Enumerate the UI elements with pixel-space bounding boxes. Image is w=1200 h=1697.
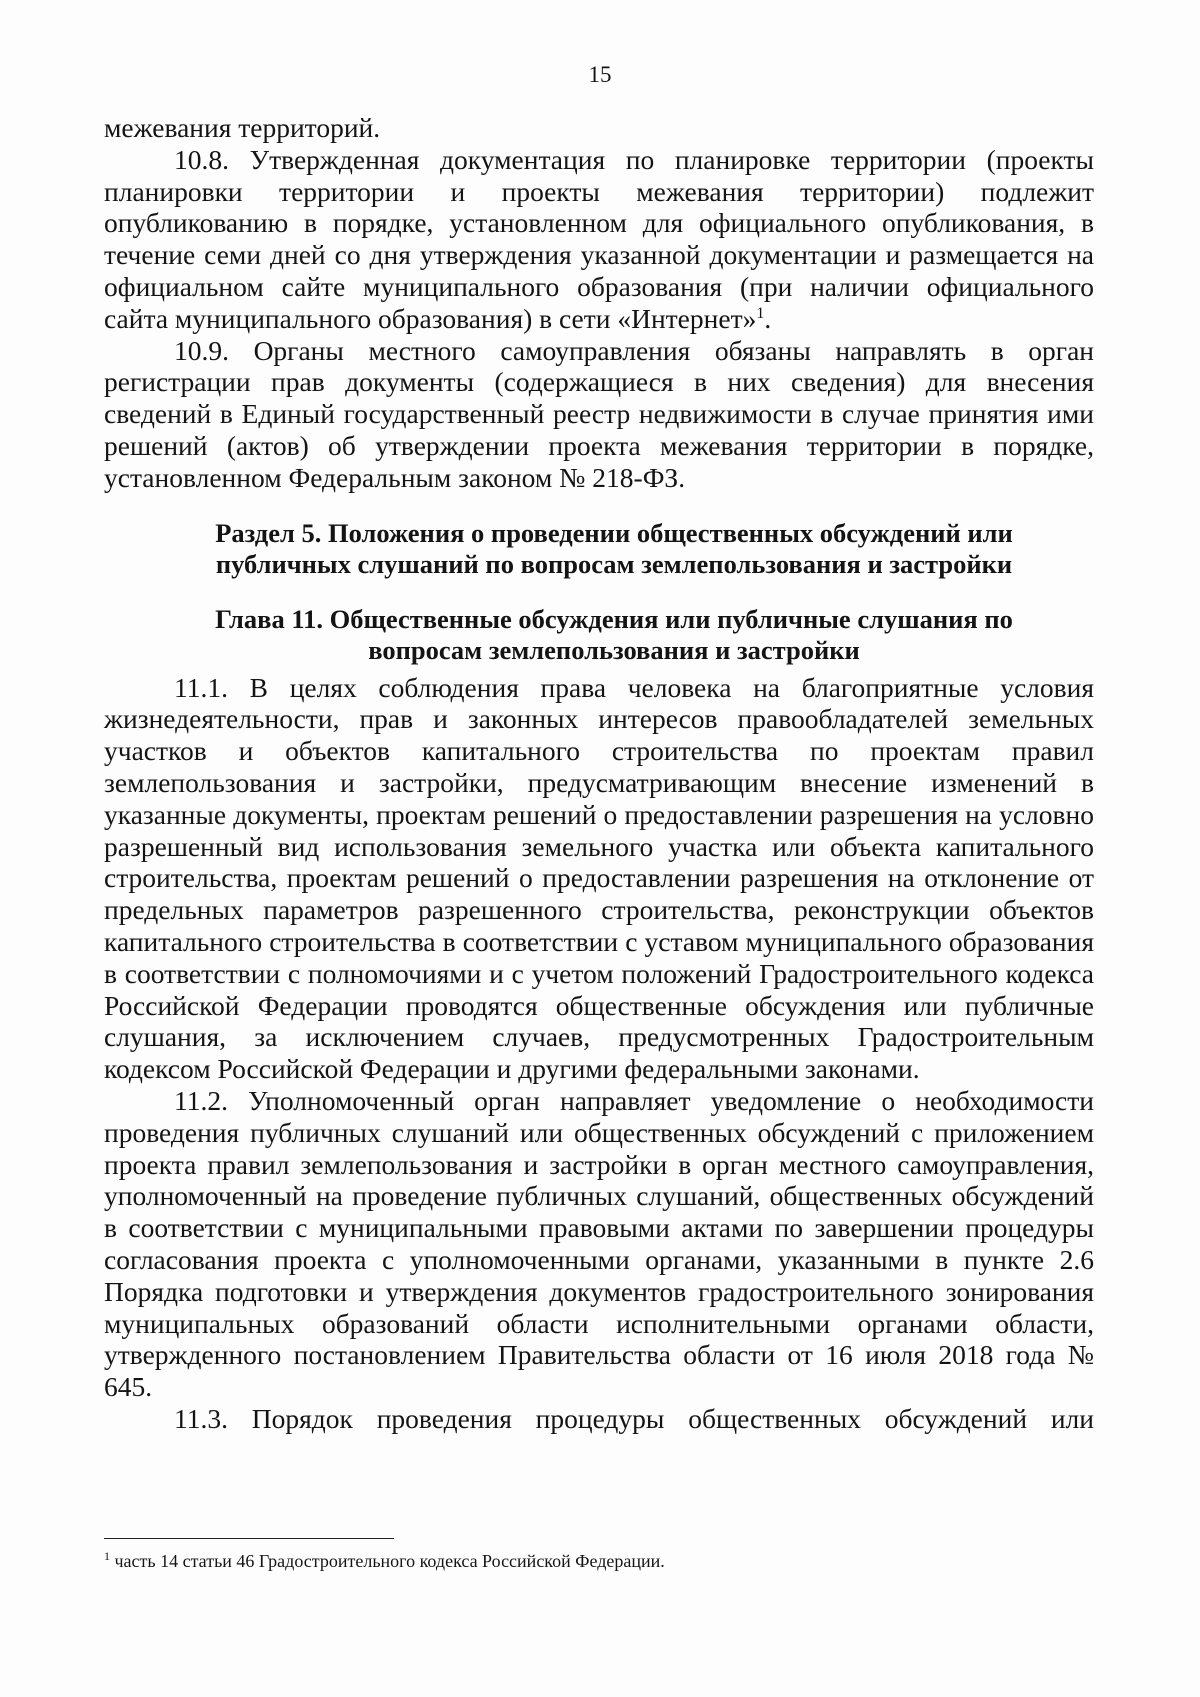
- document-body: [104, 112, 1094, 1435]
- paragraph-10-8: 10.8. Утвержденная документация по планировке территории (проекты планировки территории и проекты межевания территории) подлежит опубликованию в порядке, установленном для официального опубликования, в течение семи дней со дня утверждения указанной документации и размещается на официальном сайте муниципального образования (при наличии официального сайта муниципального образования) в сети «Интернет»$^1$.: [104, 143, 1094, 334]
- footnote-divider: [104, 1538, 394, 1539]
- footnote: $^1$ часть 14 статьи 46 Градостроительного кодекса Российской Федерации.: [104, 1549, 665, 1571]
- chapter-title: Глава 11. Общественные обсуждения или публичные слушания по вопросам землепользования и застройки: [215, 603, 1013, 665]
- paragraph-10-9: 10.9. Органы местного самоуправления обязаны направлять в орган регистрации прав документы (содержащиеся в них сведения) для внесения сведений в Единый государственный реестр недвижимости в случае принятия ими решений (актов) об утверждении проекта межевания территории в порядке, установленном Федеральным законом № 218-ФЗ.: [104, 334, 1094, 493]
- footnote-ref[interactable]: 1: [756, 304, 765, 322]
- page-number: 15: [588, 62, 612, 87]
- section-title: Раздел 5. Положения о проведении общественных обсуждений или публичных слушаний по вопросам землепользования и застройки: [215, 517, 1013, 579]
- paragraph-11-1: 11.1. В целях соблюдения права человека на благоприятные условия жизнедеятельности, прав и законных интересов правообладателей земельных участков и объектов капитального строительства по проектам правил землепользования и застройки, предусматривающим внесение изменений в указанные документы, проектам решений о предоставлении разрешения на условно разрешенный вид использования земельного участка или объекта капитального строительства, проектам решений о предоставлении разрешения на отклонение от предельных параметров разрешенного строительства, реконструкции объектов капитального строительства в соответствии с уставом муниципального образования в соответствии с полномочиями и с учетом положений Градостроительного кодекса Российской Федерации проводятся общественные обсуждения или публичные слушания, за исключением случаев, предусмотренных Градостроительным кодексом Российской Федерации и другими федеральными законами.: [104, 671, 1094, 1085]
- footnote-marker: 1: [104, 1549, 110, 1563]
- paragraph: межевания территорий.: [104, 112, 381, 143]
- paragraph-11-3: 11.3. Порядок проведения процедуры общественных обсуждений или: [174, 1402, 1094, 1434]
- paragraph-11-2: 11.2. Уполномоченный орган направляет уведомление о необходимости проведения публичных слушаний или общественных обсуждений с приложением проекта правил землепользования и застройки в орган местного самоуправления, уполномоченный на проведение публичных слушаний, общественных обсуждений в соответствии с муниципальными правовыми актами по завершении процедуры согласования проекта с уполномоченными органами, указанными в пункте 2.6 Порядка подготовки и утверждения документов градостроительного зонирования муниципальных образований области исполнительными органами области, утвержденного постановлением Правительства области от 16 июля 2018 года № 645.: [104, 1084, 1094, 1403]
